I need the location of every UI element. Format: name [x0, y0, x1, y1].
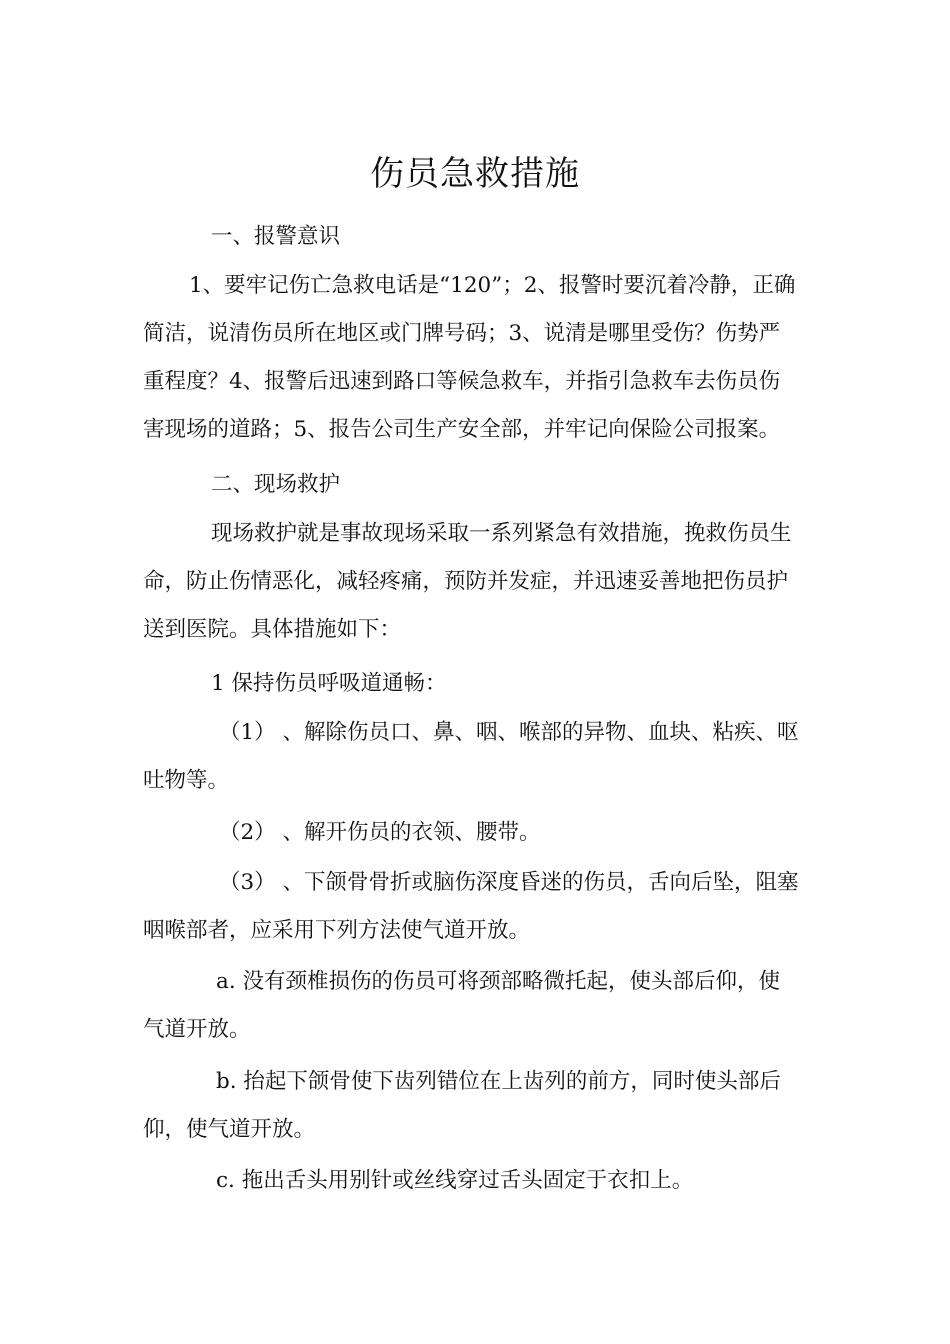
section-heading-alarm: 一、报警意识: [211, 224, 341, 249]
paragraph-line: a. 没有颈椎损伤的伤员可将颈部略微托起，使头部后仰，使: [216, 969, 780, 994]
paragraph-line: 送到医院。具体措施如下：: [143, 617, 402, 642]
paragraph-line: （1） 、解除伤员口、鼻、咽、喉部的异物、血块、粘疾、呕: [219, 720, 799, 745]
paragraph-line: 吐物等。: [143, 768, 230, 793]
sub-item-1: [143, 709, 807, 805]
sub-item-b: [143, 1058, 807, 1154]
paragraph-line: 害现场的道路；5、报告公司生产安全部，并牢记向保险公司报案。: [143, 417, 781, 442]
paragraph-line: 咽喉部者，应采用下列方法使气道开放。: [143, 918, 531, 943]
paragraph-line: 命，防止伤情恶化，减轻疼痛，预防并发症，并迅速妥善地把伤员护: [143, 569, 789, 594]
sub-item-2: （2） 、解开伤员的衣领、腰带。: [219, 820, 541, 845]
item-heading-airway: 1 保持伤员呼吸道通畅：: [211, 671, 447, 696]
paragraph-line: 仰，使气道开放。: [143, 1117, 316, 1142]
section-heading-rescue: 二、现场救护: [211, 472, 341, 497]
sub-item-c: c. 拖出舌头用别针或丝线穿过舌头固定于衣扣上。: [216, 1168, 694, 1193]
paragraph-line: 简洁，说清伤员所在地区或门牌号码；3、说清是哪里受伤？伤势严: [143, 321, 781, 346]
sub-item-a: [143, 958, 807, 1054]
paragraph-line: 重程度？4、报警后迅速到路口等候急救车，并指引急救车去伤员伤: [143, 369, 781, 394]
paragraph-line: 气道开放。: [143, 1017, 251, 1042]
paragraph-rescue: [143, 510, 807, 654]
sub-item-3: [143, 859, 807, 955]
paragraph-line: （3） 、下颌骨骨折或脑伤深度昏迷的伤员，舌向后坠，阻塞: [219, 870, 799, 895]
document-title: 伤员急救措施: [370, 154, 580, 194]
paragraph-line: 1、要牢记伤亡急救电话是“120”；2、报警时要沉着冷静，正确: [189, 273, 796, 298]
paragraph-line: 现场救护就是事故现场采取一系列紧急有效措施，挽救伤员生: [211, 521, 792, 546]
paragraph-line: b. 抬起下颌骨使下齿列错位在上齿列的前方，同时使头部后: [216, 1069, 781, 1094]
paragraph-alarm: [143, 262, 807, 454]
